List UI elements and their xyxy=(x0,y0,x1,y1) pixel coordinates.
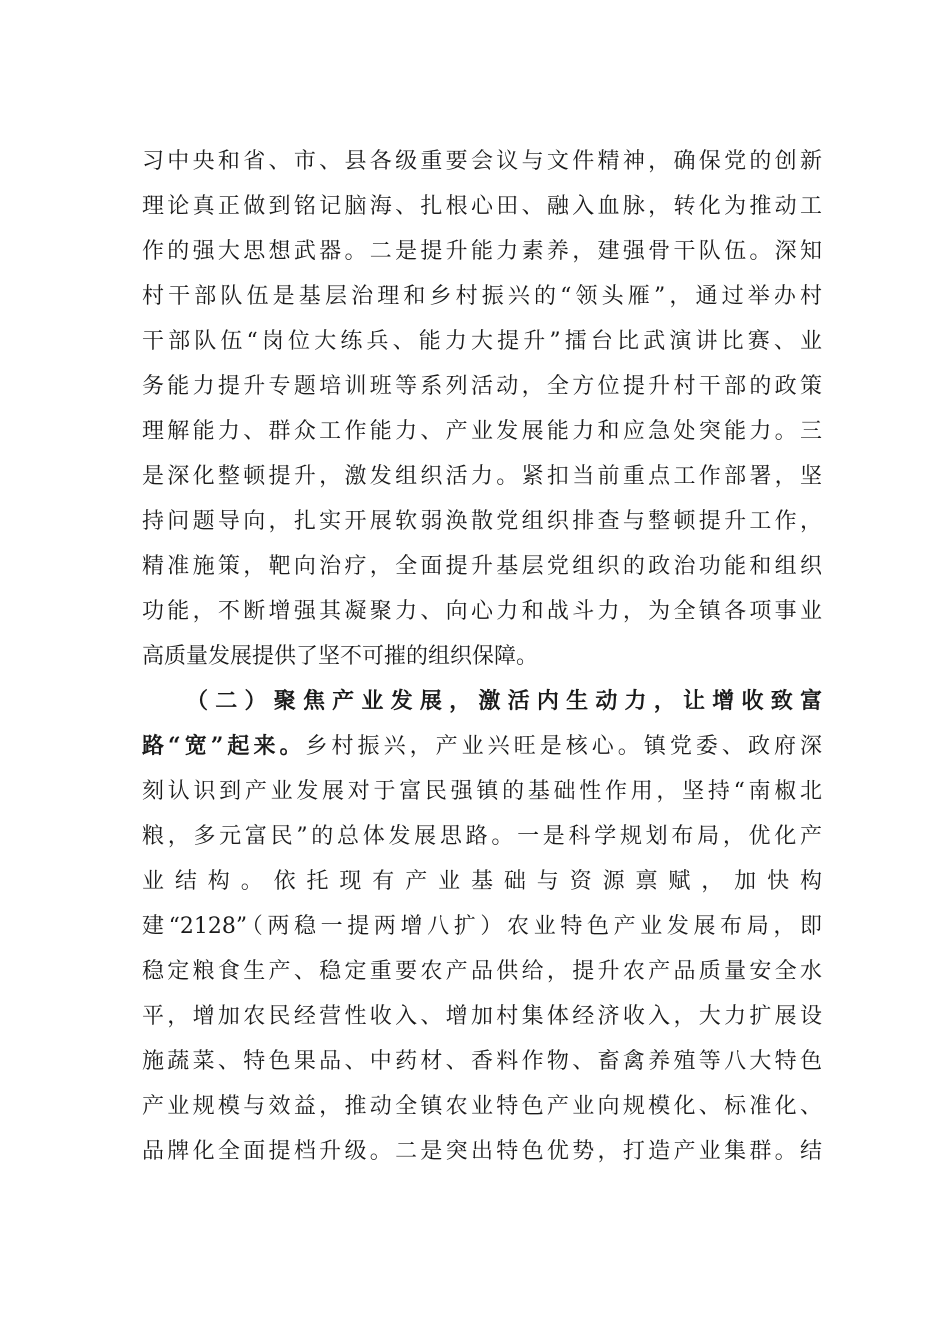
text-line: 作的强大思想武器。二是提升能力素养，建强骨干队伍。深知 xyxy=(142,239,822,264)
text-line: 务能力提升专题培训班等系列活动，全方位提升村干部的政策 xyxy=(142,374,822,399)
text-line: 精准施策，靶向治疗，全面提升基层党组织的政治功能和组织 xyxy=(142,554,822,579)
text-line: 习中央和省、市、县各级重要会议与文件精神，确保党的创新 xyxy=(142,149,822,174)
paragraph-2 xyxy=(142,679,822,1174)
text-run: 乡村振兴，产业兴旺是核心。镇党委、政府深 xyxy=(305,734,822,759)
text-line: 功能，不断增强其凝聚力、向心力和战斗力，为全镇各项事业 xyxy=(142,599,822,624)
text-line: 高质量发展提供了坚不可摧的组织保障。 xyxy=(142,644,539,669)
text-line: 理论真正做到铭记脑海、扎根心田、融入血脉，转化为推动工 xyxy=(142,194,822,219)
paragraph-1 xyxy=(142,139,822,679)
document-body xyxy=(142,139,822,1174)
text-line: 粮，多元富民”的总体发展思路。一是科学规划布局，优化产 xyxy=(142,824,822,849)
text-line: 施蔬菜、特色果品、中药材、香料作物、畜禽养殖等八大特色 xyxy=(142,1049,822,1074)
text-line: 平，增加农民经营性收入、增加村集体经济收入，大力扩展设 xyxy=(142,1004,822,1029)
text-line: 理解能力、群众工作能力、产业发展能力和应急处突能力。三 xyxy=(142,419,822,444)
text-line: 业结构。依托现有产业基础与资源禀赋，加快构 xyxy=(142,869,822,894)
text-line: 村干部队伍是基层治理和乡村振兴的“领头雁”，通过举办村 xyxy=(142,284,822,309)
text-line: 是深化整顿提升，激发组织活力。紧扣当前重点工作部署，坚 xyxy=(142,464,822,489)
text-line: 建“2128”（两稳一提两增八扩）农业特色产业发展布局，即 xyxy=(142,914,822,939)
section-heading-continued: 路“宽”起来。 xyxy=(142,733,306,759)
text-line: 产业规模与效益，推动全镇农业特色产业向规模化、标准化、 xyxy=(142,1094,822,1119)
text-line: 品牌化全面提档升级。二是突出特色优势，打造产业集群。结 xyxy=(142,1139,822,1164)
text-line xyxy=(142,724,822,769)
section-heading: （二）聚焦产业发展，激活内生动力，让增收致富 xyxy=(186,688,822,714)
text-line: 刻认识到产业发展对于富民强镇的基础性作用，坚持“南椒北 xyxy=(142,779,822,804)
text-line: 干部队伍“岗位大练兵、能力大提升”擂台比武演讲比赛、业 xyxy=(142,329,822,354)
text-line: 持问题导向，扎实开展软弱涣散党组织排查与整顿提升工作， xyxy=(142,509,822,534)
text-line: 稳定粮食生产、稳定重要农产品供给，提升农产品质量安全水 xyxy=(142,959,822,984)
